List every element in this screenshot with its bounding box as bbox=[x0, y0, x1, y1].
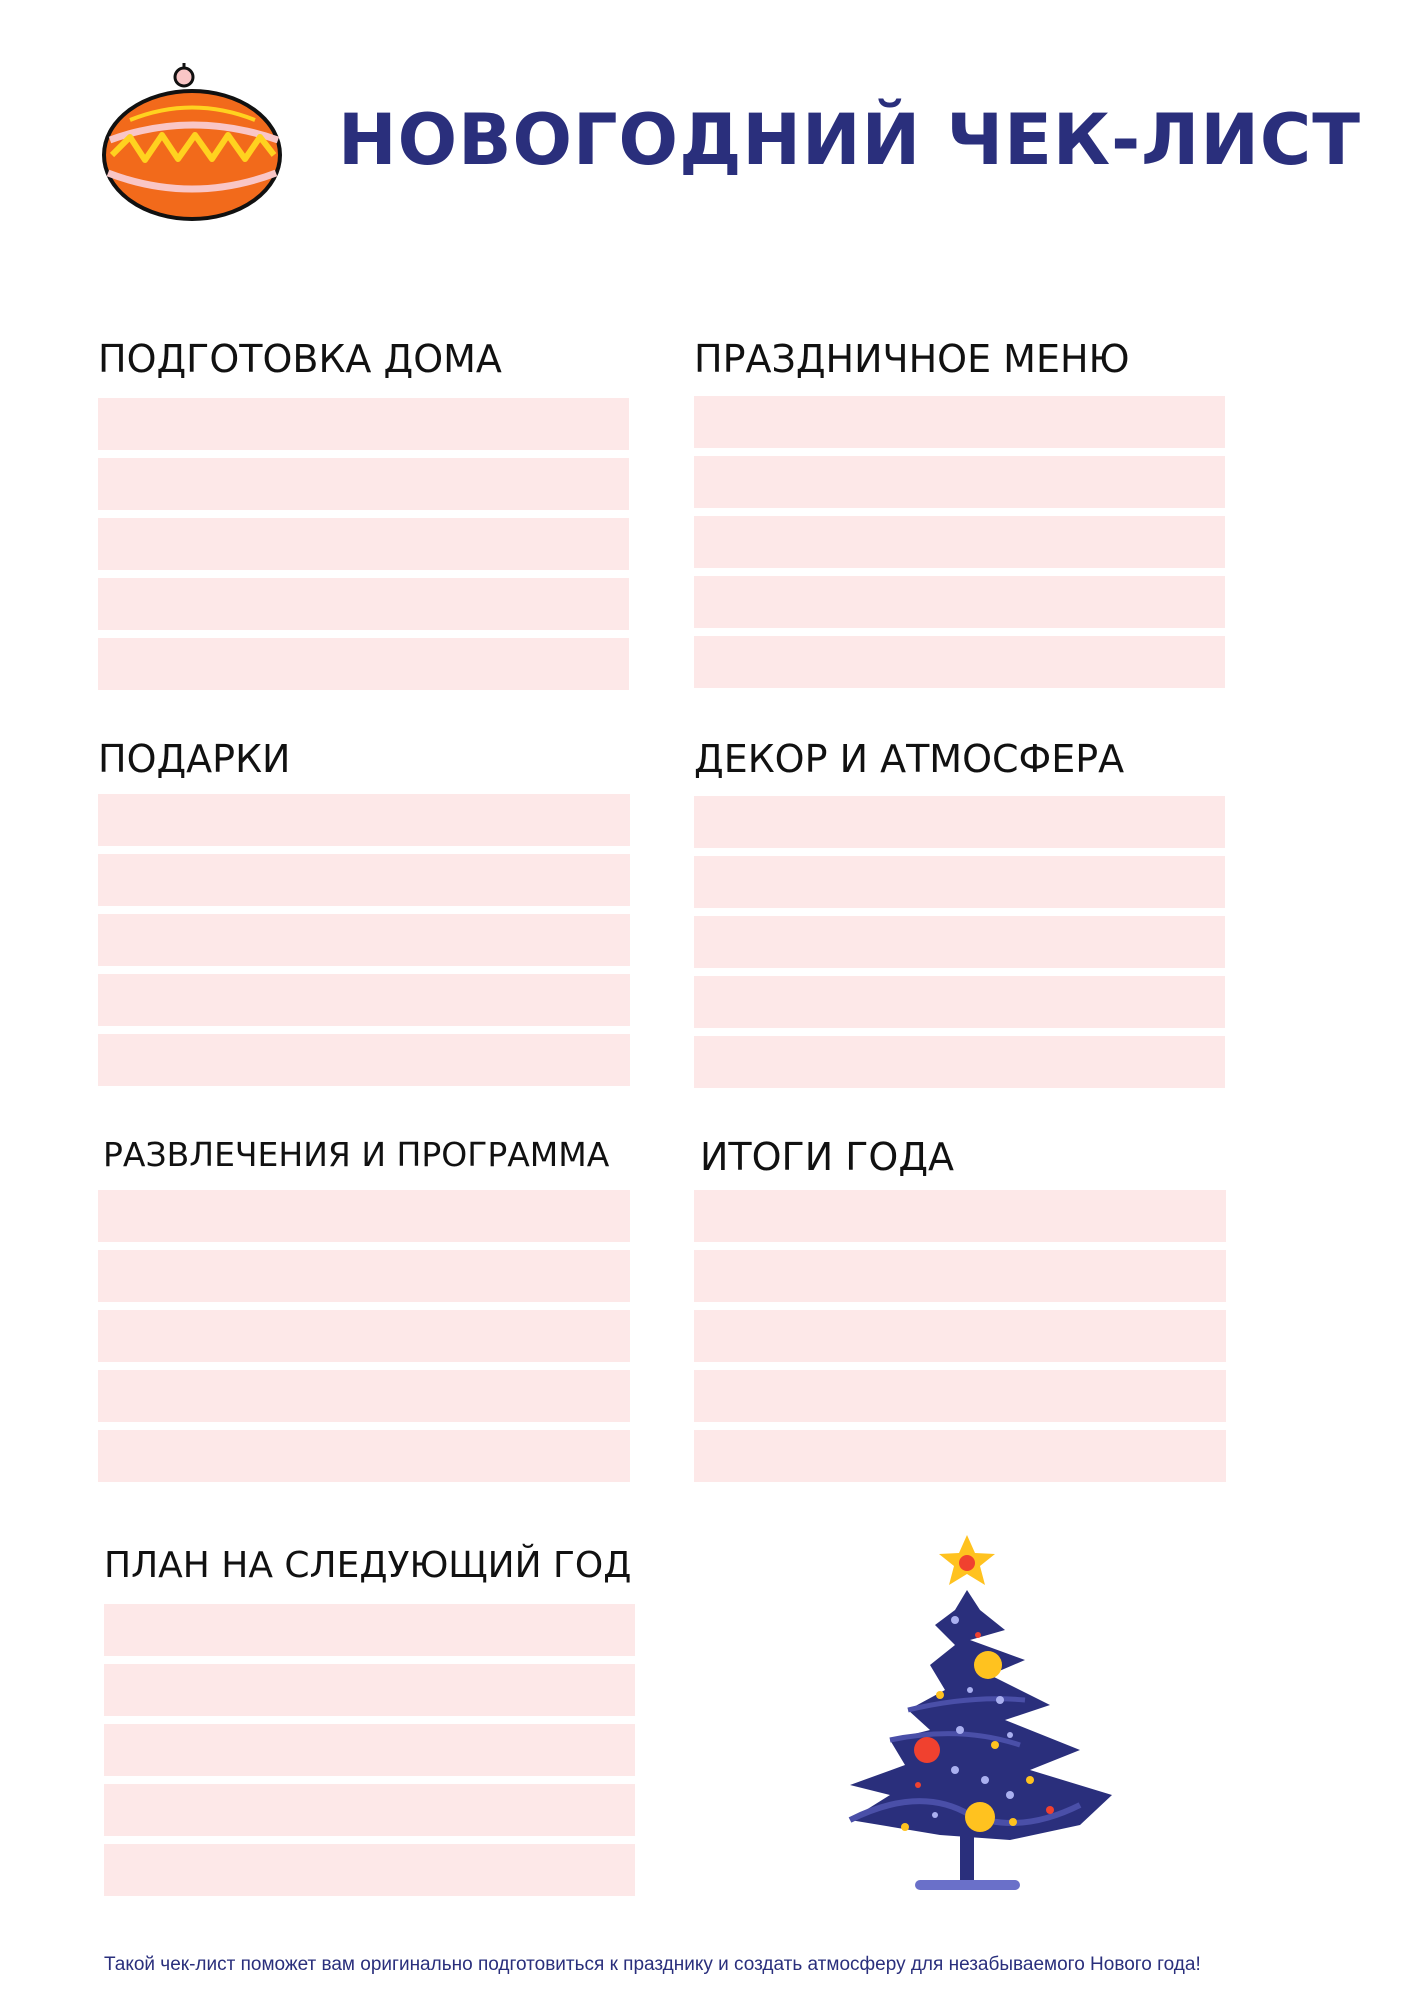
section-title: ДЕКОР И АТМОСФЕРА bbox=[694, 737, 1125, 781]
checklist-line[interactable] bbox=[694, 576, 1225, 628]
checklist-line[interactable] bbox=[694, 1370, 1226, 1422]
checklist-line[interactable] bbox=[98, 794, 630, 846]
checklist-line[interactable] bbox=[694, 796, 1225, 848]
checklist-line[interactable] bbox=[98, 1190, 630, 1242]
checklist-line[interactable] bbox=[104, 1604, 635, 1656]
christmas-ornament-icon bbox=[100, 55, 290, 225]
checklist-line[interactable] bbox=[98, 1370, 630, 1422]
checklist-line[interactable] bbox=[98, 638, 629, 690]
checklist-line[interactable] bbox=[694, 1250, 1226, 1302]
checklist-line[interactable] bbox=[98, 398, 629, 450]
checklist-line[interactable] bbox=[104, 1724, 635, 1776]
checklist-line[interactable] bbox=[694, 1430, 1226, 1482]
checklist-line[interactable] bbox=[98, 854, 630, 906]
section-title: ПЛАН НА СЛЕДУЮЩИЙ ГОД bbox=[104, 1545, 632, 1586]
checklist-line[interactable] bbox=[98, 458, 629, 510]
page-title: НОВОГОДНИЙ ЧЕК-ЛИСТ bbox=[338, 99, 1362, 181]
checklist-line[interactable] bbox=[694, 1036, 1225, 1088]
checklist-line[interactable] bbox=[104, 1664, 635, 1716]
checklist-line[interactable] bbox=[98, 1430, 630, 1482]
christmas-tree-icon bbox=[820, 1535, 1120, 1935]
footer-note: Такой чек-лист поможет вам оригинально подготовиться к празднику и создать атмосферу для незабываемого Нового года! bbox=[104, 1954, 1201, 1975]
checklist-line[interactable] bbox=[694, 976, 1225, 1028]
checklist-line[interactable] bbox=[98, 1310, 630, 1362]
checklist-line[interactable] bbox=[104, 1844, 635, 1896]
checklist-line[interactable] bbox=[104, 1784, 635, 1836]
checklist-line[interactable] bbox=[694, 636, 1225, 688]
section-title: ПРАЗДНИЧНОЕ МЕНЮ bbox=[694, 337, 1130, 381]
checklist-line[interactable] bbox=[98, 1250, 630, 1302]
checklist-line[interactable] bbox=[694, 1190, 1226, 1242]
section-title: ПОДАРКИ bbox=[98, 737, 291, 781]
checklist-line[interactable] bbox=[98, 518, 629, 570]
checklist-line[interactable] bbox=[98, 914, 630, 966]
section-title: ПОДГОТОВКА ДОМА bbox=[98, 337, 502, 381]
checklist-line[interactable] bbox=[694, 396, 1225, 448]
checklist-line[interactable] bbox=[694, 1310, 1226, 1362]
checklist-line[interactable] bbox=[694, 456, 1225, 508]
checklist-line[interactable] bbox=[694, 916, 1225, 968]
section-title: ИТОГИ ГОДА bbox=[700, 1135, 954, 1179]
checklist-line[interactable] bbox=[694, 856, 1225, 908]
section-title: РАЗВЛЕЧЕНИЯ И ПРОГРАММА bbox=[103, 1135, 610, 1174]
checklist-line[interactable] bbox=[98, 1034, 630, 1086]
checklist-line[interactable] bbox=[98, 578, 629, 630]
checklist-line[interactable] bbox=[694, 516, 1225, 568]
checklist-line[interactable] bbox=[98, 974, 630, 1026]
